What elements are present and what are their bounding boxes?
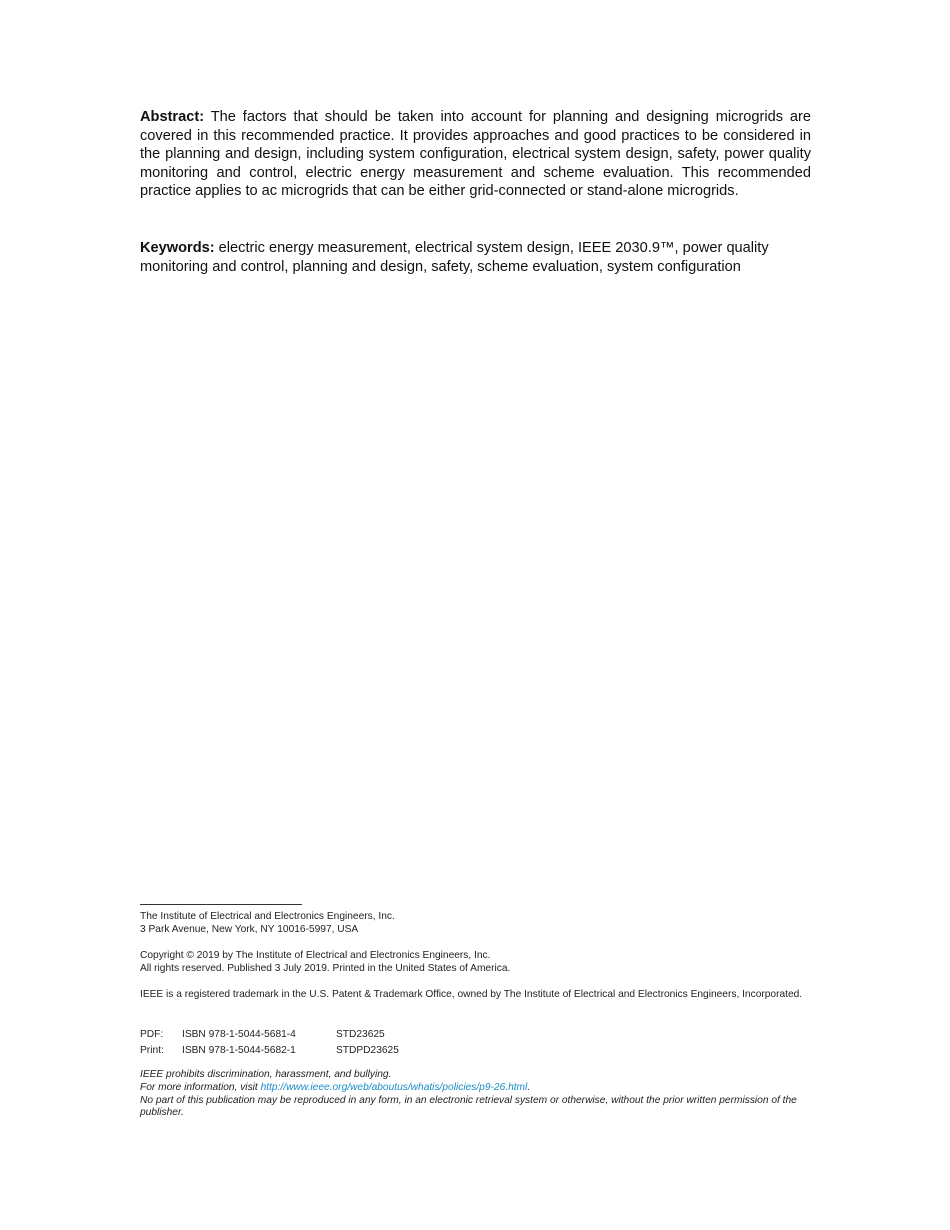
publisher-address: 3 Park Avenue, New York, NY 10016-5997, USA [140, 923, 359, 935]
keywords-label: Keywords: [140, 240, 215, 256]
isbn-format: Print: [140, 1044, 164, 1056]
more-info-prefix: For more information, visit [140, 1081, 261, 1093]
isbn-row-pdf [140, 1027, 811, 1043]
footnote-divider [140, 904, 302, 905]
legal-notice [140, 1069, 811, 1120]
publisher-block [140, 911, 811, 937]
copyright-line: Copyright © 2019 by The Institute of Electrical and Electronics Engineers, Inc. [140, 950, 491, 961]
isbn-code: STDPD23625 [336, 1044, 399, 1056]
keywords-text: electric energy measurement, electrical system design, IEEE 2030.9™, power quality monitoring and control, planning and design, safety, scheme evaluation, system configuration [140, 240, 769, 275]
keywords-paragraph [140, 239, 811, 276]
more-info-suffix: . [527, 1081, 531, 1093]
more-info-line [140, 1082, 811, 1095]
isbn-format: PDF: [140, 1028, 164, 1040]
harassment-policy-line: IEEE prohibits discrimination, harassment, and bullying. [140, 1069, 392, 1080]
reproduction-notice: No part of this publication may be reproduced in any form, in an electronic retrieval system or otherwise, without the prior written permission of the publisher. [140, 1094, 797, 1119]
trademark-notice: IEEE is a registered trademark in the U.S. Patent & Trademark Office, owned by The Institute of Electrical and Electronics Engineers, Incorporated. [140, 989, 803, 1000]
isbn-number: ISBN 978-1-5044-5682-1 [182, 1044, 296, 1056]
policy-link[interactable]: http://www.ieee.org/web/aboutus/whatis/policies/p9-26.html [260, 1081, 528, 1093]
rights-line: All rights reserved. Published 3 July 2019. Printed in the United States of America. [140, 962, 511, 974]
isbn-code: STD23625 [336, 1028, 385, 1040]
publisher-name: The Institute of Electrical and Electronics Engineers, Inc. [140, 911, 395, 922]
abstract-paragraph [140, 108, 811, 201]
isbn-table [140, 1027, 811, 1059]
abstract-text: The factors that should be taken into account for planning and designing microgrids are covered in this recommended practice. It provides approaches and good practices to be considered in the planning and design, including system configuration, electrical system design, safety, power quality monitoring and control, electric energy measurement and scheme evaluation. This recommended practice applies to ac microgrids that can be either grid-connected or stand-alone microgrids. [140, 109, 812, 199]
abstract-label: Abstract: [140, 109, 205, 125]
isbn-row-print [140, 1043, 811, 1059]
copyright-block [140, 950, 811, 976]
isbn-number: ISBN 978-1-5044-5681-4 [182, 1028, 296, 1040]
